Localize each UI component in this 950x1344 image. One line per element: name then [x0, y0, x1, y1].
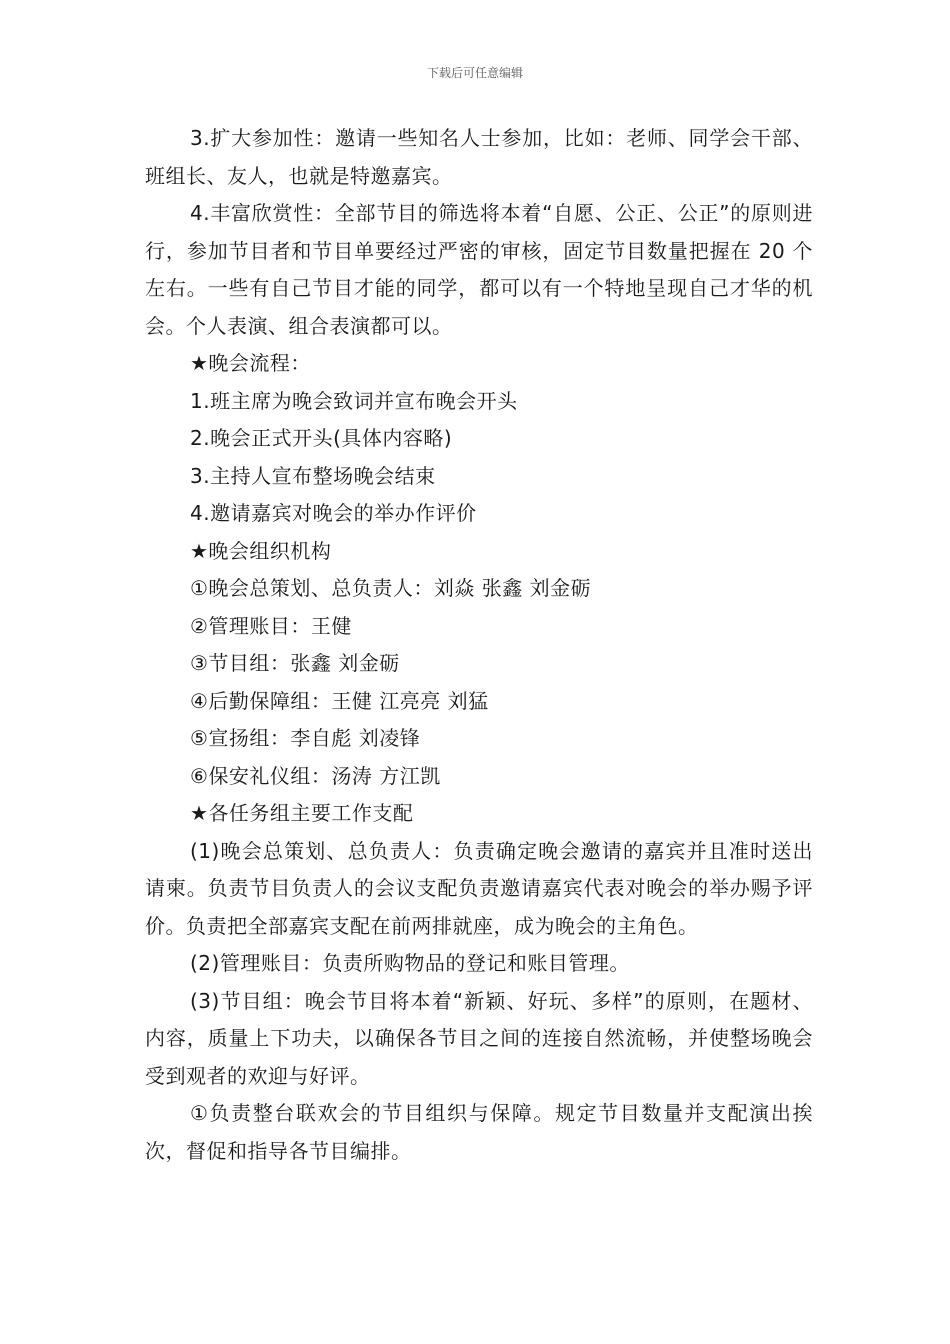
org-item-6: ⑥保安礼仪组：汤涛 方江凯 [190, 763, 441, 788]
section-heading-organization: ★晚会组织机构 [190, 538, 332, 563]
org-item-3: ③节目组：张鑫 刘金砺 [190, 651, 400, 675]
task-paragraph-1: (1)晚会总策划、总负责人：负责确定晚会邀请的嘉宾并且准时送出请柬。负责节目负责人的会议支配负责邀请嘉宾代表对晚会的举办赐予评价。负责把全部嘉宾支配在前两排就座，成为晚会的主角色。 [145, 838, 813, 938]
paragraph-appreciation: 4.丰富欣赏性：全部节目的筛选将本着“自愿、公正、公正”的原则进行，参加节目者和节目单要经过严密的审核，固定节目数量把握在 20 个左右。一些有自己节目才能的同学，都可以有一个特地呈现自己才华的机会。个人表演、组合表演都可以。 [145, 201, 813, 338]
flow-item-3: 3.主持人宣布整场晚会结束 [190, 463, 436, 488]
page-header: 下载后可任意编辑 [426, 66, 523, 80]
paragraph-participation: 3.扩大参加性：邀请一些知名人士参加，比如：老师、同学会干部、班组长、友人，也就是特邀嘉宾。 [145, 126, 813, 188]
document-body [145, 120, 813, 1170]
task-paragraph-3: (3)节目组：晚会节目将本着“新颖、好玩、多样”的原则，在题材、内容，质量上下功夫，以确保各节目之间的连接自然流畅，并使整场晚会受到观者的欢迎与好评。 [145, 988, 813, 1088]
section-heading-task-assignment: ★各任务组主要工作支配 [190, 801, 414, 825]
org-item-2: ②管理账目：王健 [190, 613, 352, 638]
org-item-4: ④后勤保障组：王健 江亮亮 刘猛 [190, 688, 489, 713]
task-paragraph-2: (2)管理账目：负责所购物品的登记和账目管理。 [190, 951, 630, 975]
org-item-1: ①晚会总策划、总负责人：刘焱 张鑫 刘金砺 [190, 576, 592, 600]
task-paragraph-4: ①负责整台联欢会的节目组织与保障。规定节目数量并支配演出挨次，督促和指导各节目编排。 [145, 1101, 813, 1163]
flow-item-2: 2.晚会正式开头(具体内容略) [190, 426, 453, 450]
flow-item-1: 1.班主席为晚会致词并宣布晚会开头 [190, 388, 518, 413]
flow-item-4: 4.邀请嘉宾对晚会的举办作评价 [190, 501, 477, 525]
org-item-5: ⑤宣扬组：李自彪 刘凌锋 [190, 726, 421, 750]
section-heading-program-flow: ★晚会流程： [190, 351, 311, 375]
